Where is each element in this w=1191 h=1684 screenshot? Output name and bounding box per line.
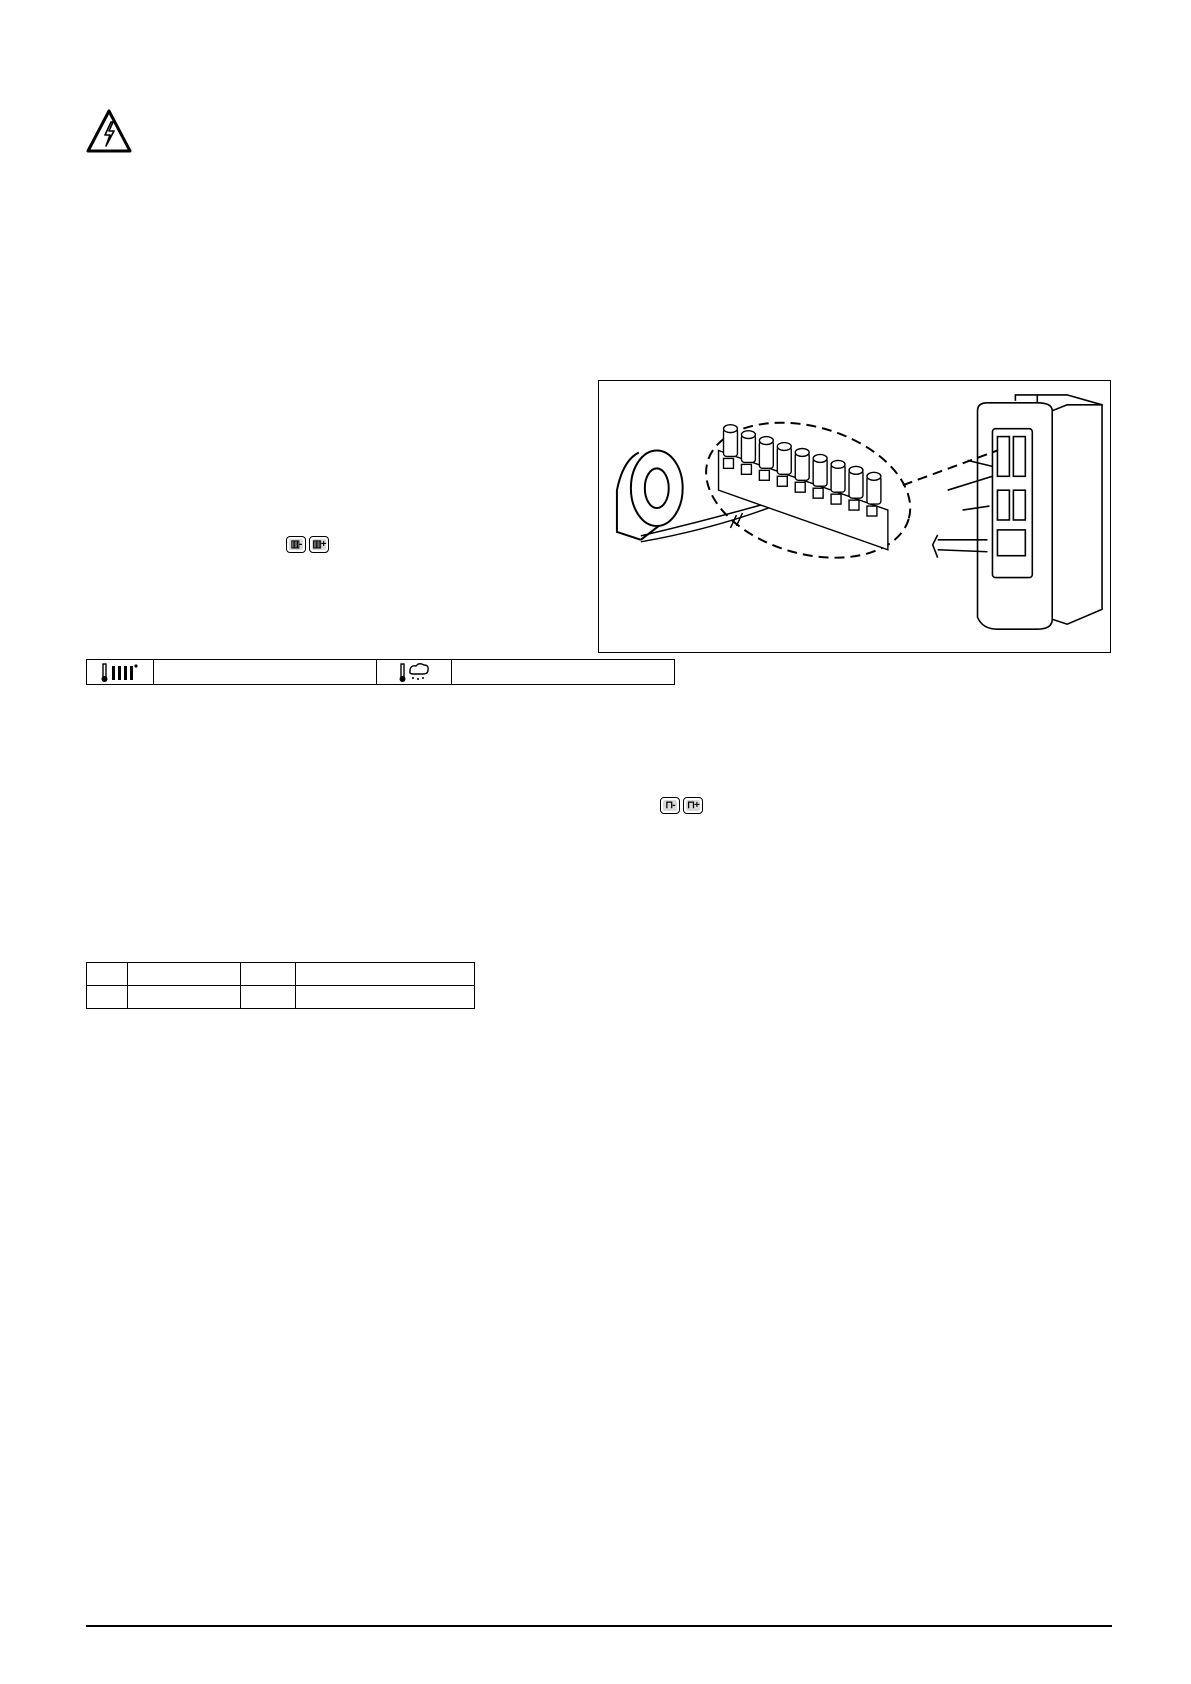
- table-cell: [241, 986, 296, 1009]
- heating-plus-icon: ▥+: [309, 536, 329, 553]
- dhw-keys: [660, 797, 703, 814]
- high-voltage-warning-icon: [86, 108, 132, 154]
- table-cell: [241, 963, 296, 986]
- table-cell: [128, 963, 241, 986]
- heating-minus-icon: ▥‑: [286, 536, 306, 553]
- sensor-wiring-figure: [598, 380, 1111, 653]
- parameter-table: [86, 962, 475, 1009]
- table-row: [87, 963, 475, 986]
- boiler-control-box-illustration: [933, 395, 1102, 629]
- table-cell: [87, 963, 128, 986]
- outdoor-sensor-weather-icon: [377, 661, 451, 683]
- icon-cell-radiator: [87, 660, 154, 685]
- terminal-block-illustration: [719, 425, 888, 550]
- outdoor-sensor-illustration: [617, 450, 683, 539]
- icon-table: [86, 659, 675, 685]
- table-cell: [296, 986, 475, 1009]
- icon-cell-outdoor: [377, 660, 452, 685]
- table-cell: [128, 986, 241, 1009]
- icon-table-value-2: [452, 660, 675, 685]
- table-cell: [87, 986, 128, 1009]
- radiator-temperature-icon: [87, 661, 153, 683]
- icon-table-value-1: [154, 660, 377, 685]
- dhw-minus-icon: ⊓‑: [660, 797, 680, 814]
- heating-keys: [286, 536, 329, 553]
- table-row: [87, 986, 475, 1009]
- footer-rule: [86, 1625, 1112, 1627]
- dhw-plus-icon: ⊓+: [683, 797, 703, 814]
- table-cell: [296, 963, 475, 986]
